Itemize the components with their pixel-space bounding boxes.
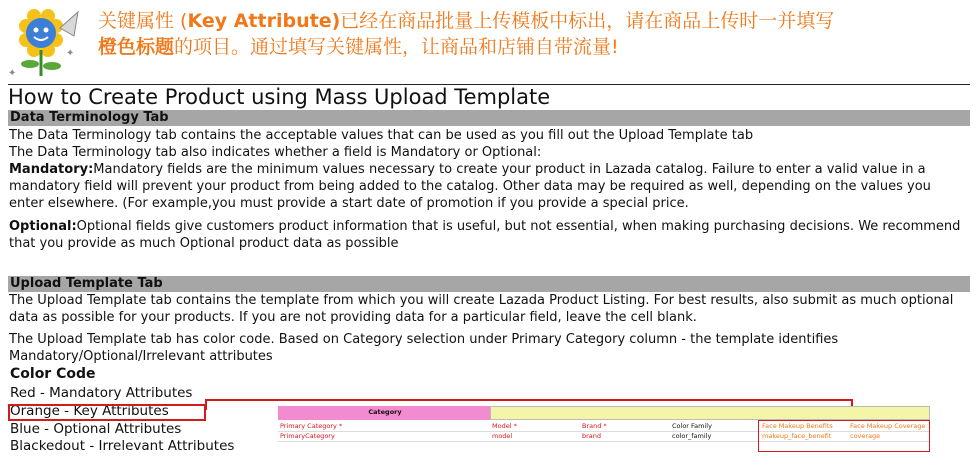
color-code-blackedout: Blackedout - Irrelevant Attributes [10,438,235,454]
face-makeup-benefits-key: makeup_face_benefit [762,432,832,440]
color-code-orange: Orange - Key Attributes [10,403,169,419]
data-terminology-p1: The Data Terminology tab contains the acceptable values that can be used as you fill out the Upload Template tab [9,128,754,143]
notice-banner [0,0,979,84]
mandatory-text: Mandatory fields are the minimum values necessary to create your product in Lazada catalog. Failure to enter a valid value in a mandatory field will prevent your product from being added to the catalog. Other data may be required as well, depending on the values you enter elsewhere. (For example,you must provide a start date of promotion if you provide a special price. [9,162,931,211]
color-code-title: Color Code [10,366,96,382]
mandatory-label: Mandatory: [9,162,94,177]
svg-text:✦: ✦ [8,68,17,79]
notice-orange-title: 橙色标题 [98,36,175,58]
notice-mid: 已经在商品批量上传模板中标出，请在商品上传时一并填写 [340,10,835,32]
notice-post: 的项目。通过填写关键属性，让商品和店铺自带流量! [174,36,619,58]
data-terminology-p2: The Data Terminology tab also indicates whether a field is Mandatory or Optional: [9,145,542,160]
primary-category-label: Primary Category * [280,422,343,430]
key-attribute-highlight-box [758,420,930,452]
model-label: Model * [492,422,517,430]
attribute-header-cell [490,406,930,420]
upload-template-p1: The Upload Template tab contains the template from which you will create Lazada Product Listing. For best results, also submit as much optional data as possible for your products. If you are not providing data for a particular field, leave the cell blank. [9,293,954,325]
model-key: model [492,432,513,440]
sunflower-mascot-icon [4,6,92,82]
brand-key: brand [582,432,602,440]
page-title: How to Create Product using Mass Upload Template [8,84,970,109]
color-family-key: color_family [672,432,712,440]
face-makeup-benefits-label: Face Makeup Benefits [762,422,833,430]
data-terminology-heading: Data Terminology Tab [8,110,970,126]
face-makeup-coverage-label: Face Makeup Coverage [850,422,926,430]
notice-text [98,8,968,60]
mandatory-paragraph [9,161,969,212]
category-header-label: Category [368,408,402,416]
brand-label: Brand * [582,422,607,430]
notice-key-attribute: Key Attribute) [187,10,341,32]
upload-template-p2: The Upload Template tab has color code. Based on Category selection under Primary Category column - the template identifies Mandatory/Optional/Irrelevant attributes [9,332,839,364]
color-family-label: Color Family [672,422,712,430]
optional-label: Optional: [9,219,77,234]
orange-highlight-box [8,404,206,421]
face-makeup-coverage-key: coverage [850,432,881,440]
upload-template-table [278,406,930,452]
upload-template-heading: Upload Template Tab [8,276,970,292]
color-code-red: Red - Mandatory Attributes [10,385,193,401]
optional-paragraph [9,218,969,252]
primary-category-key: PrimaryCategory [280,432,335,440]
color-code-blue: Blue - Optional Attributes [10,421,182,437]
svg-text:✦: ✦ [66,48,75,59]
optional-text: Optional fields give customers product information that is useful, but not essential, when making purchasing decisions. We recommend that you provide as much Optional product data as possible [9,219,961,251]
notice-pre: 关键属性 ( [98,10,188,32]
